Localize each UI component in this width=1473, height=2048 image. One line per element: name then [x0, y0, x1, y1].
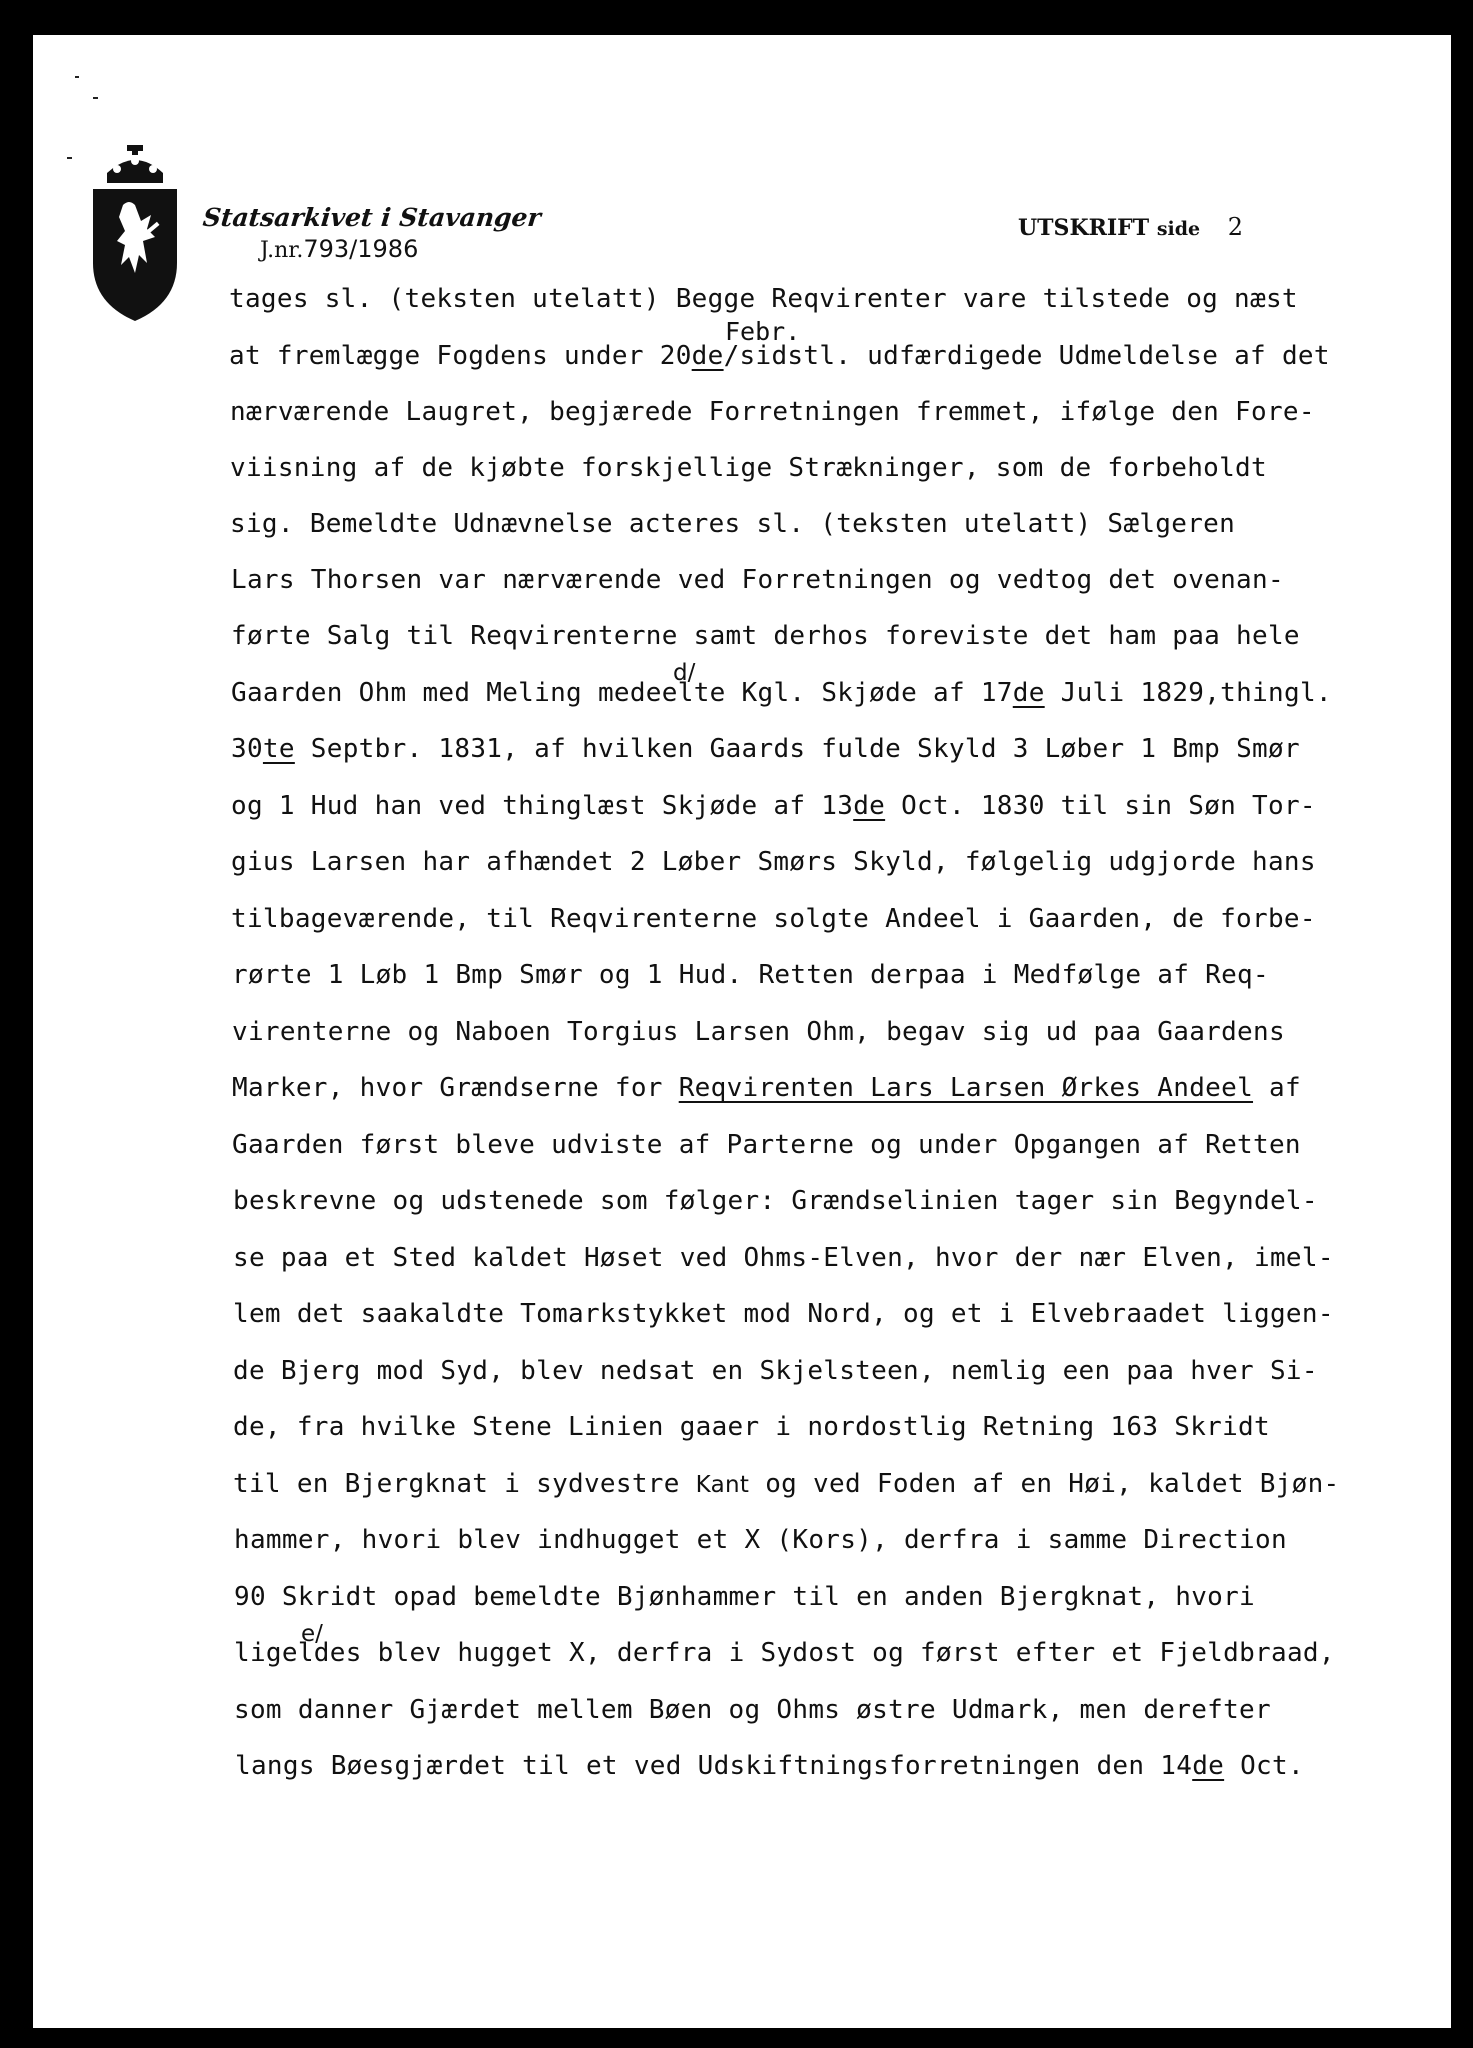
underlined-text: de	[853, 791, 886, 821]
line-text: Juli 1829,thingl.	[1044, 678, 1332, 708]
line-text: mede	[597, 678, 662, 708]
handwritten-text: Kant	[695, 1472, 750, 1498]
line-text: /sidstl. udfærdigede Udmeldelse af det	[723, 341, 1330, 371]
text-line: 90 Skridt opad bemeldte Bjønhammer til en anden Bjergknat, hvori	[234, 1582, 1256, 1612]
text-line: som danner Gjærdet mellem Bøen og Ohms østre Udmark, men derefter	[234, 1695, 1271, 1725]
line-text: af	[1253, 1073, 1301, 1103]
text-line: sig. Bemeldte Udnævnelse acteres sl. (teksten utelatt) Sælgeren	[230, 509, 1236, 539]
text-line: se paa et Sted kaldet Høset ved Ohms-Elven, hvor der nær Elven, imel-	[233, 1243, 1334, 1273]
underlined-text: de	[691, 341, 724, 371]
page-number: 2	[1227, 213, 1244, 241]
line-text: d	[313, 1638, 330, 1668]
underlined-text: de	[1012, 678, 1045, 708]
text-line: lem det saakaldte Tomarkstykket mod Nord, og et i Elvebraadet liggen-	[233, 1299, 1334, 1329]
line-text: ligel	[234, 1638, 314, 1668]
text-line: gius Larsen har afhændet 2 Løber Smørs Skyld, følgelig udgjorde hans	[231, 847, 1316, 877]
transcript-header	[1018, 213, 1243, 241]
text-line: tilbageværende, til Reqvirenterne solgte Andeel i Gaarden, de forbe-	[231, 904, 1316, 934]
jnr-value: 793/1986	[303, 235, 419, 263]
line-text: til en Bjergknat i sydvestre	[233, 1469, 696, 1499]
text-line: virenterne og Naboen Torgius Larsen Ohm, begav sig ud paa Gaardens	[232, 1017, 1285, 1047]
text-line: viisning af de kjøbte forskjellige Strækninger, som de forbeholdt	[230, 453, 1267, 483]
line-text: 30	[231, 734, 263, 764]
line-text: Septbr. 1831, af hvilken Gaards fulde Skyld 3 Løber 1 Bmp Smør	[294, 734, 1300, 764]
journal-number	[260, 235, 418, 263]
insertion-febr: Febr.	[725, 317, 801, 346]
text-line: hammer, hvori blev indhugget et X (Kors), derfra i samme Direction	[234, 1525, 1287, 1555]
text-line	[234, 1638, 1335, 1668]
margin-mark	[93, 97, 98, 99]
archive-name: Statsarkivet i Stavanger	[201, 203, 543, 232]
text-line	[231, 734, 1300, 764]
text-line: nærværende Laugret, begjærede Forretningen fremmet, ifølge den Fore-	[230, 397, 1315, 427]
text-line: Lars Thorsen var nærværende ved Forretningen og vedtog det ovenan-	[231, 565, 1284, 595]
text-line	[233, 1469, 1340, 1499]
text-line	[231, 678, 1332, 708]
line-text: og ved Foden af en Høi, kaldet Bjøn-	[749, 1469, 1340, 1499]
document-page	[33, 35, 1451, 2028]
text-line: rørte 1 Løb 1 Bmp Smør og 1 Hud. Retten derpaa i Medfølge af Req-	[232, 960, 1269, 990]
coat-of-arms-icon	[89, 145, 181, 325]
text-line: beskrevne og udstenede som følger: Grændselinien tager sin Begyndel-	[233, 1186, 1318, 1216]
text-line: de, fra hvilke Stene Linien gaaer i nordostlig Retning 163 Skridt	[233, 1412, 1270, 1442]
line-text: Gaarden Ohm med Meling	[231, 678, 598, 708]
insertion-d: d/	[673, 660, 696, 686]
line-text: 13	[821, 791, 854, 821]
line-text: langs Bøesgjærdet til et ved Udskiftningsforretningen den 14	[235, 1751, 1193, 1781]
insertion-e: e/	[301, 1621, 323, 1647]
line-text: Oct.	[1224, 1751, 1304, 1781]
margin-mark	[75, 76, 79, 78]
line-text: Oct. 1830 til sin Søn Tor-	[885, 791, 1316, 821]
underlined-text: Reqvirenten Lars Larsen Ørkes Andeel	[678, 1073, 1254, 1103]
underlined-text: te	[262, 734, 295, 764]
text-line	[229, 341, 1330, 371]
line-text: og 1 Hud han ved thinglæst Skjøde af	[231, 791, 822, 821]
line-text: Marker, hvor Grændserne for	[232, 1073, 679, 1103]
jnr-label: J.nr.	[260, 238, 304, 263]
line-text: es blev hugget X, derfra i Sydost og først efter et Fjeldbraad,	[329, 1638, 1335, 1668]
text-line: de Bjerg mod Syd, blev nedsat en Skjelsteen, nemlig een paa hver Si-	[233, 1356, 1318, 1386]
underlined-text: de	[1192, 1751, 1225, 1781]
transcript-label: UTSKRIFT	[1018, 215, 1150, 241]
line-text: lte Kgl. Skjøde af 17	[677, 678, 1013, 708]
text-line	[231, 791, 1316, 821]
line-text: 20	[659, 341, 692, 371]
text-line: Gaarden først bleve udviste af Parterne og under Opgangen af Retten	[232, 1130, 1301, 1160]
text-line	[232, 1073, 1301, 1103]
text-line	[235, 1751, 1304, 1781]
line-text: at fremlægge Fogdens under	[229, 341, 660, 371]
line-text: e	[661, 678, 678, 708]
side-label: side	[1156, 218, 1201, 240]
margin-mark	[67, 157, 72, 159]
text-line: tages sl. (teksten utelatt) Begge Reqvirenter vare tilstede og næst	[229, 284, 1298, 314]
text-line: førte Salg til Reqvirenterne samt derhos foreviste det ham paa hele	[231, 621, 1300, 651]
